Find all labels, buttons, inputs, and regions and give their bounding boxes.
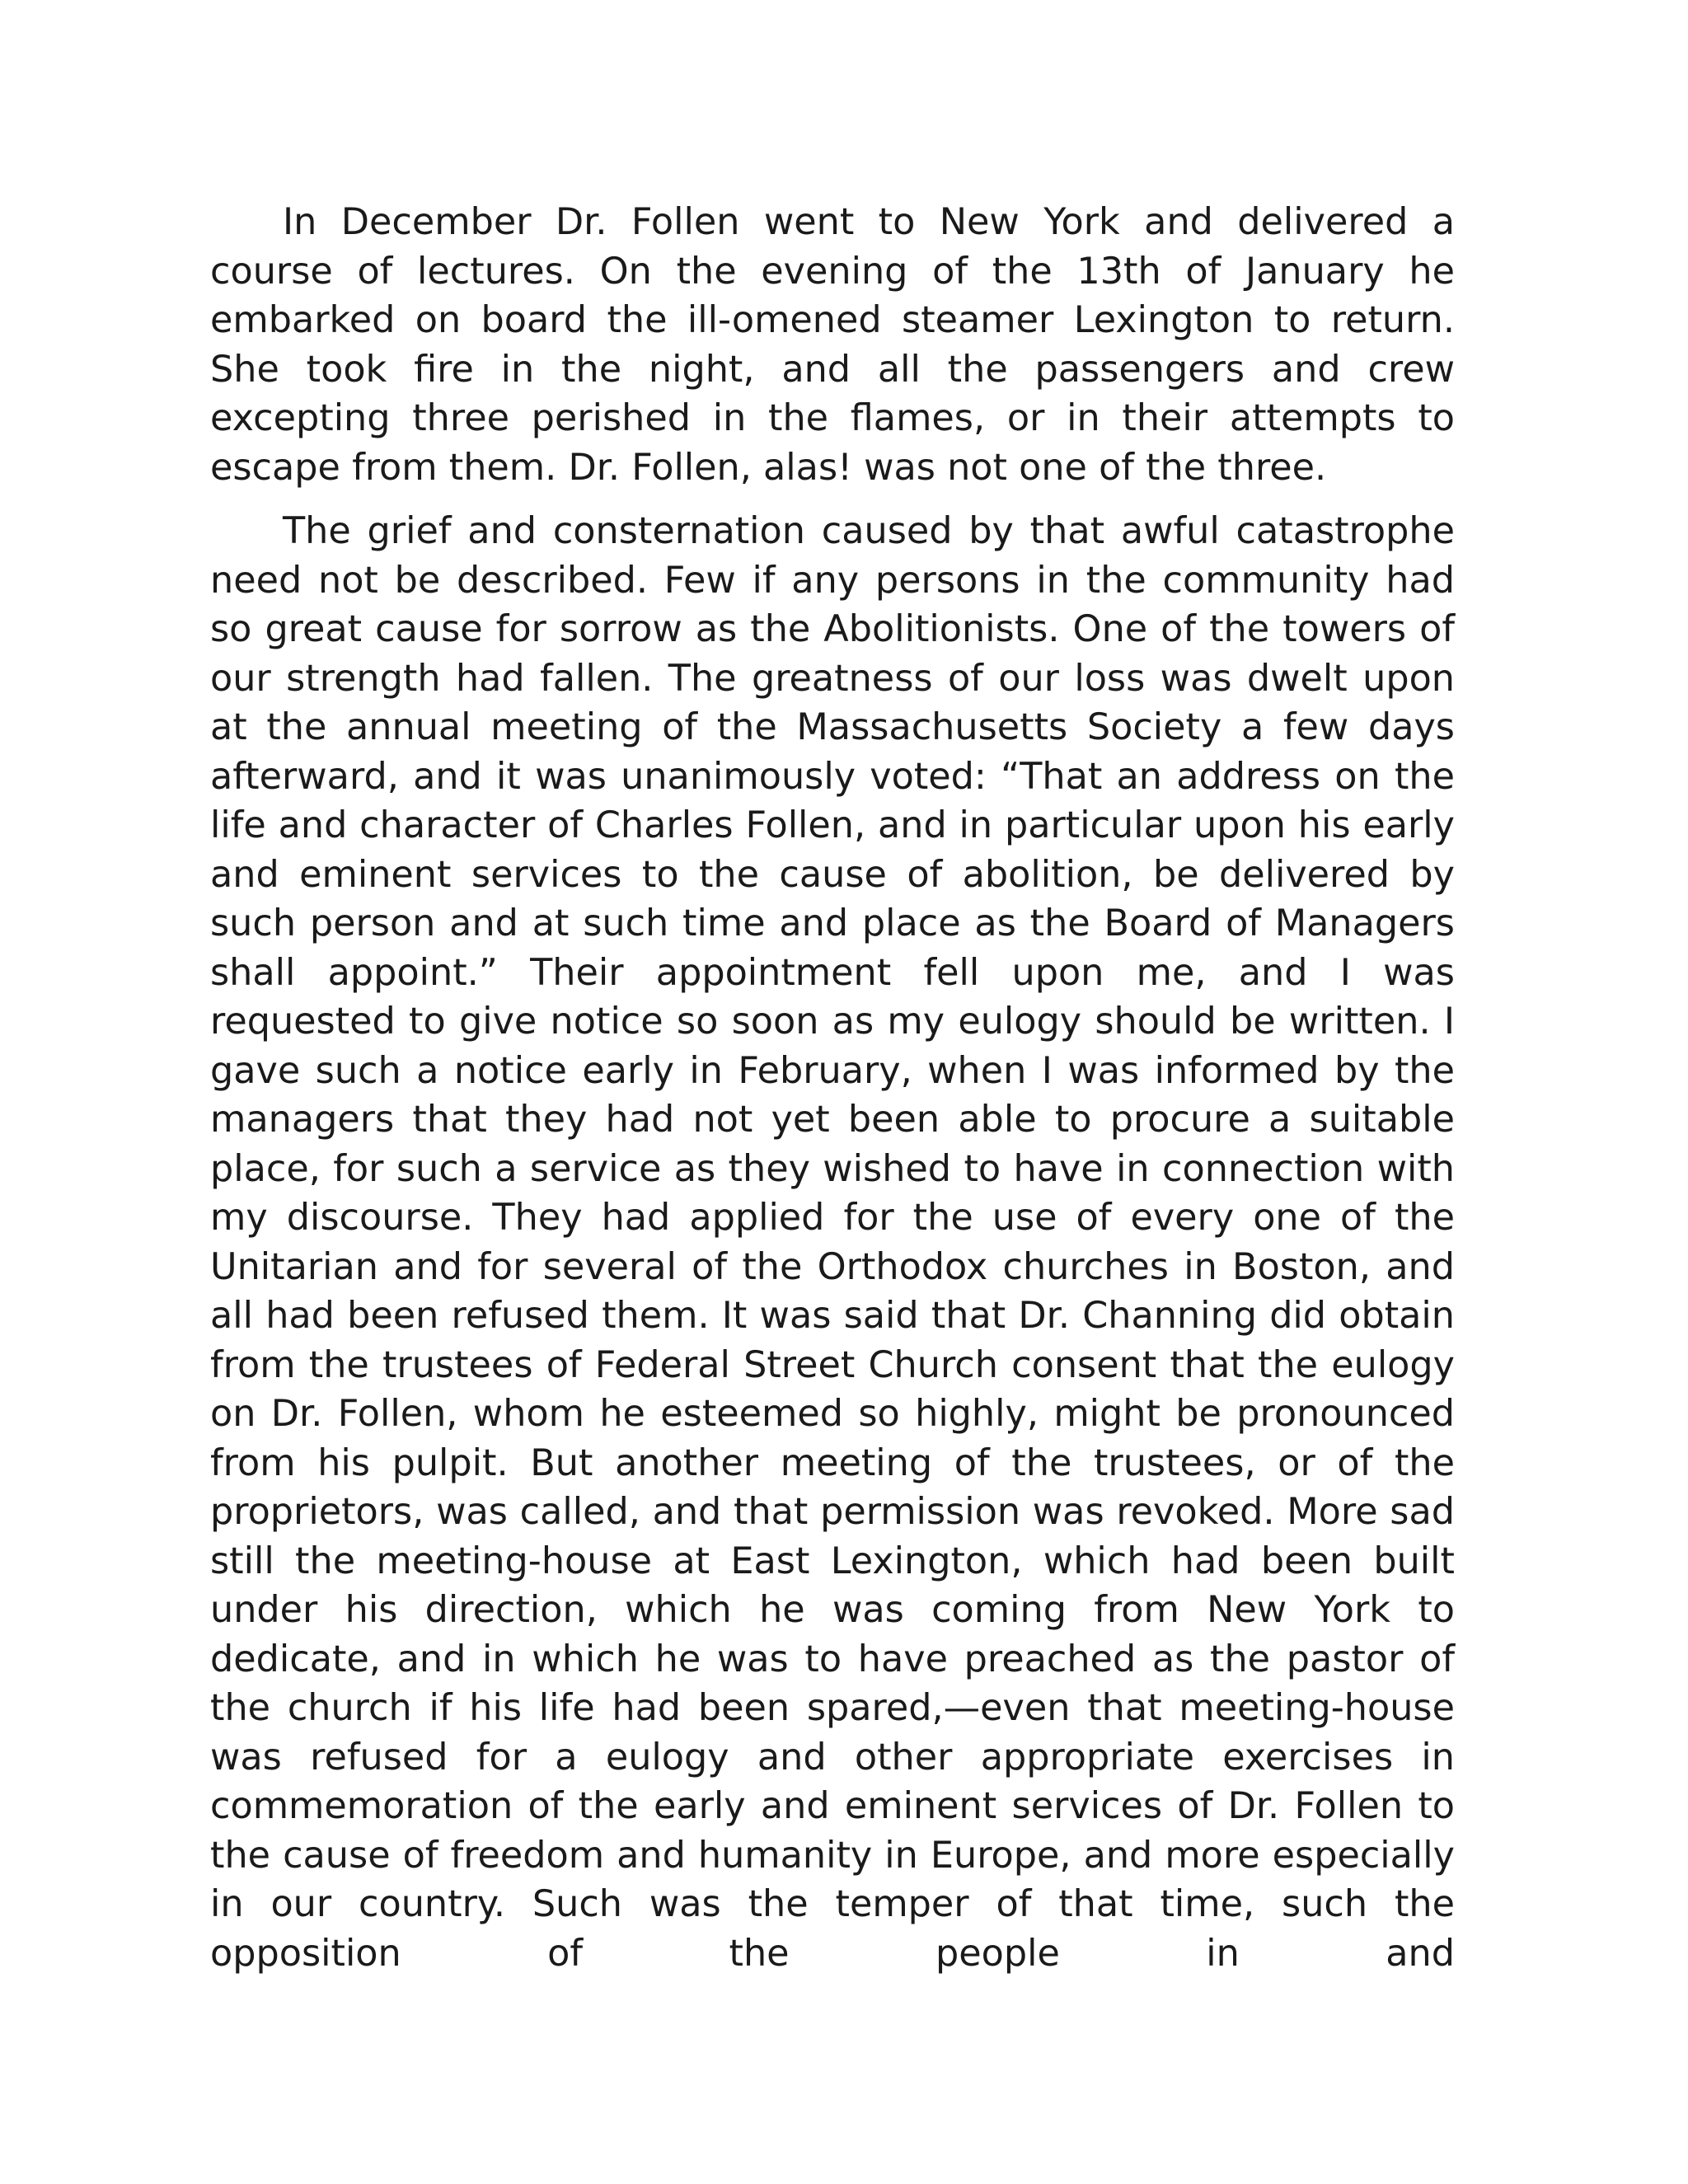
paragraph-2: The grief and consternation caused by that awful catastrophe need not be described. Few if any persons in the community had so great cause for sorrow as the Abolitionists. One of the towers of our strength had fallen. The greatness of our loss was dwelt upon at the annual meeting of the Massachusetts Society a few days afterward, and it was unanimously voted: “That an address on the life and character of Charles Follen, and in particular upon his early and eminent services to the cause of abolition, be delivered by such person and at such time and place as the Board of Managers shall appoint.” Their appointment fell upon me, and I was requested to give notice so soon as my eulogy should be written. I gave such a notice early in February, when I was informed by the managers that they had not yet been able to procure a suitable place, for such a service as they wished to have in connection with my discourse. They had applied for the use of every one of the Unitarian and for several of the Orthodox churches in Boston, and all had been refused them. It was said that Dr. Channing did obtain from the trustees of Federal Street Church consent that the eulogy on Dr. Follen, whom he esteemed so highly, might be pronounced from his pulpit. But another meeting of the trustees, or of the proprietors, was called, and that permission was revoked. More sad still the meeting-house at East Lexington, which had been built under his direction, which he was coming from New York to dedicate, and in which he was to have preached as the pastor of the church if his life had been spared,—even that meeting-house was refused for a eulogy and other appropriate exercises in commemoration of the early and eminent services of Dr. Follen to the cause of freedom and humanity in Europe, and more especially in our country. Such was the temper of that time, such the opposition of the people in and [210,510,1455,1975]
paragraph-1: In December Dr. Follen went to New York and delivered a course of lectures. On the evening of the 13th of January he embarked on board the ill-omened steamer Lexington to return. She took fire in the night, and all the passengers and crew excepting three perished in the flames, or in their attempts to escape from them. Dr. Follen, alas! was not one of the three. [210,201,1455,489]
page-body [210,198,1455,1993]
